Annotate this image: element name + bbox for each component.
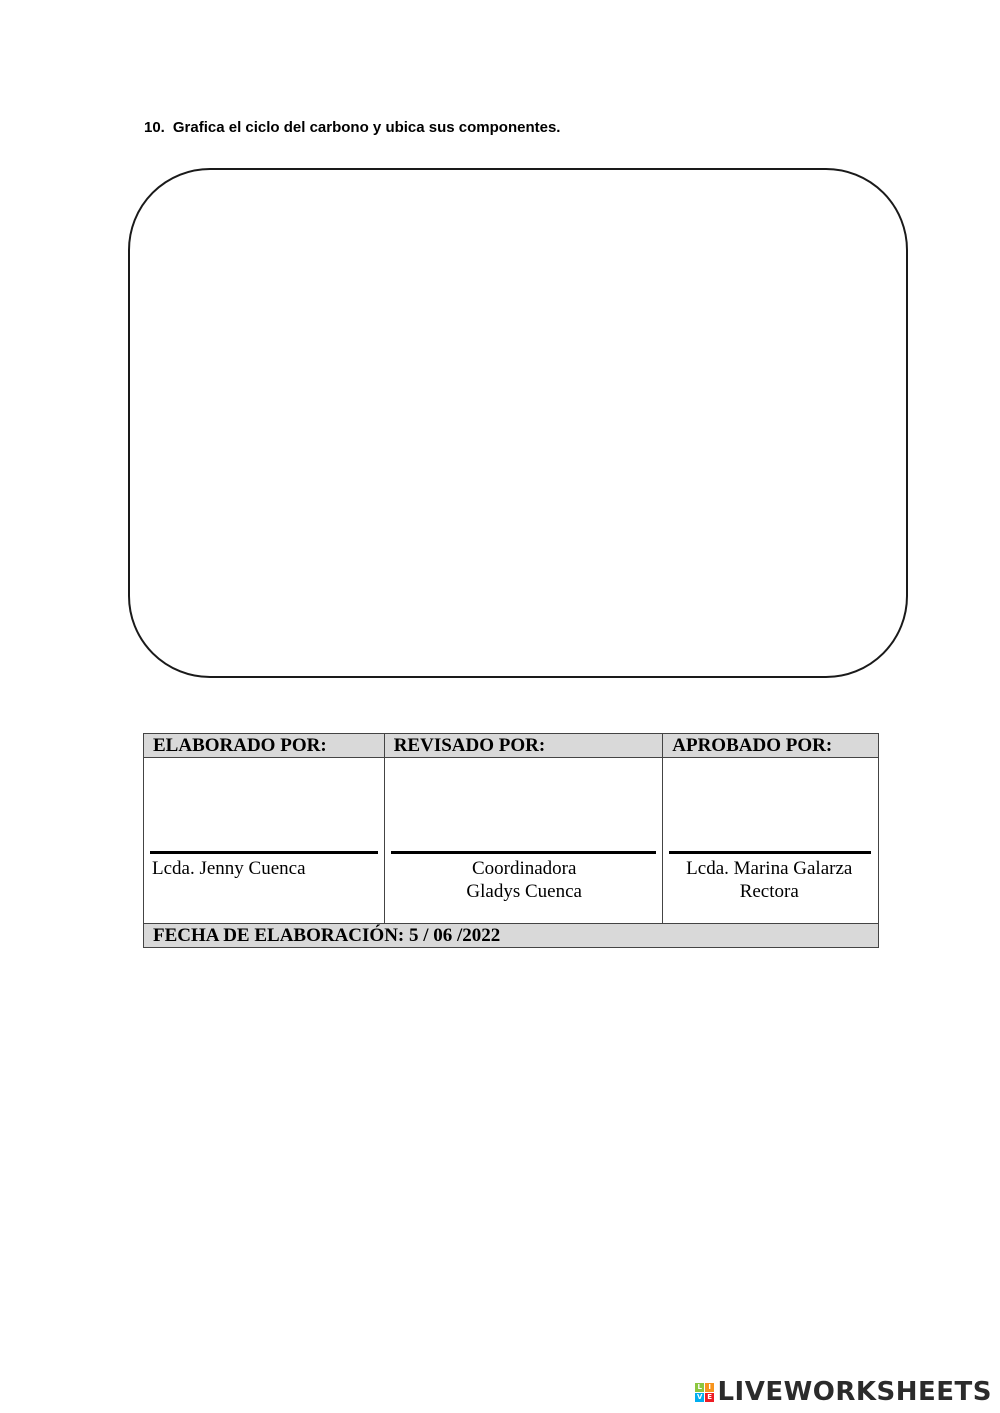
signer-block-aprobado [671, 857, 867, 903]
logo-square-orange: I [705, 1383, 714, 1392]
signature-table [143, 733, 879, 948]
logo-square-blue: V [696, 1392, 703, 1401]
signature-line [391, 851, 656, 854]
signer-block-revisado [385, 857, 664, 903]
signer-name-revisado: Gladys Cuenca [466, 881, 582, 902]
header-revisado: REVISADO POR: [384, 734, 663, 758]
question-text: Grafica el ciclo del carbono y ubica sus componentes. [172, 119, 561, 136]
signature-cell-elaborado [144, 758, 385, 924]
signature-cell-revisado [384, 758, 663, 924]
signature-cell-aprobado [663, 758, 879, 924]
header-aprobado: APROBADO POR: [663, 734, 879, 758]
signature-line [150, 851, 378, 854]
signer-name-elaborado: Lcda. Jenny Cuenca [152, 858, 306, 879]
drawing-answer-area[interactable] [128, 168, 908, 678]
logo-square-red: E [707, 1392, 713, 1401]
liveworksheets-wordmark: LIVEWORKSHEETS [717, 1377, 992, 1407]
signer-role-revisado: Coordinadora [471, 858, 577, 879]
logo-square-green: L [695, 1383, 704, 1392]
question-prompt [144, 119, 560, 136]
elaboration-date: FECHA DE ELABORACIÓN: 5 / 06 /2022 [144, 924, 879, 948]
signer-role-aprobado: Rectora [739, 881, 799, 902]
header-elaborado: ELABORADO POR: [144, 734, 385, 758]
question-number: 10. [144, 119, 165, 136]
signer-name-aprobado: Lcda. Marina Galarza [686, 858, 853, 879]
liveworksheets-logo-icon [695, 1383, 714, 1402]
signature-line [669, 851, 871, 854]
liveworksheets-logo [695, 1377, 992, 1407]
